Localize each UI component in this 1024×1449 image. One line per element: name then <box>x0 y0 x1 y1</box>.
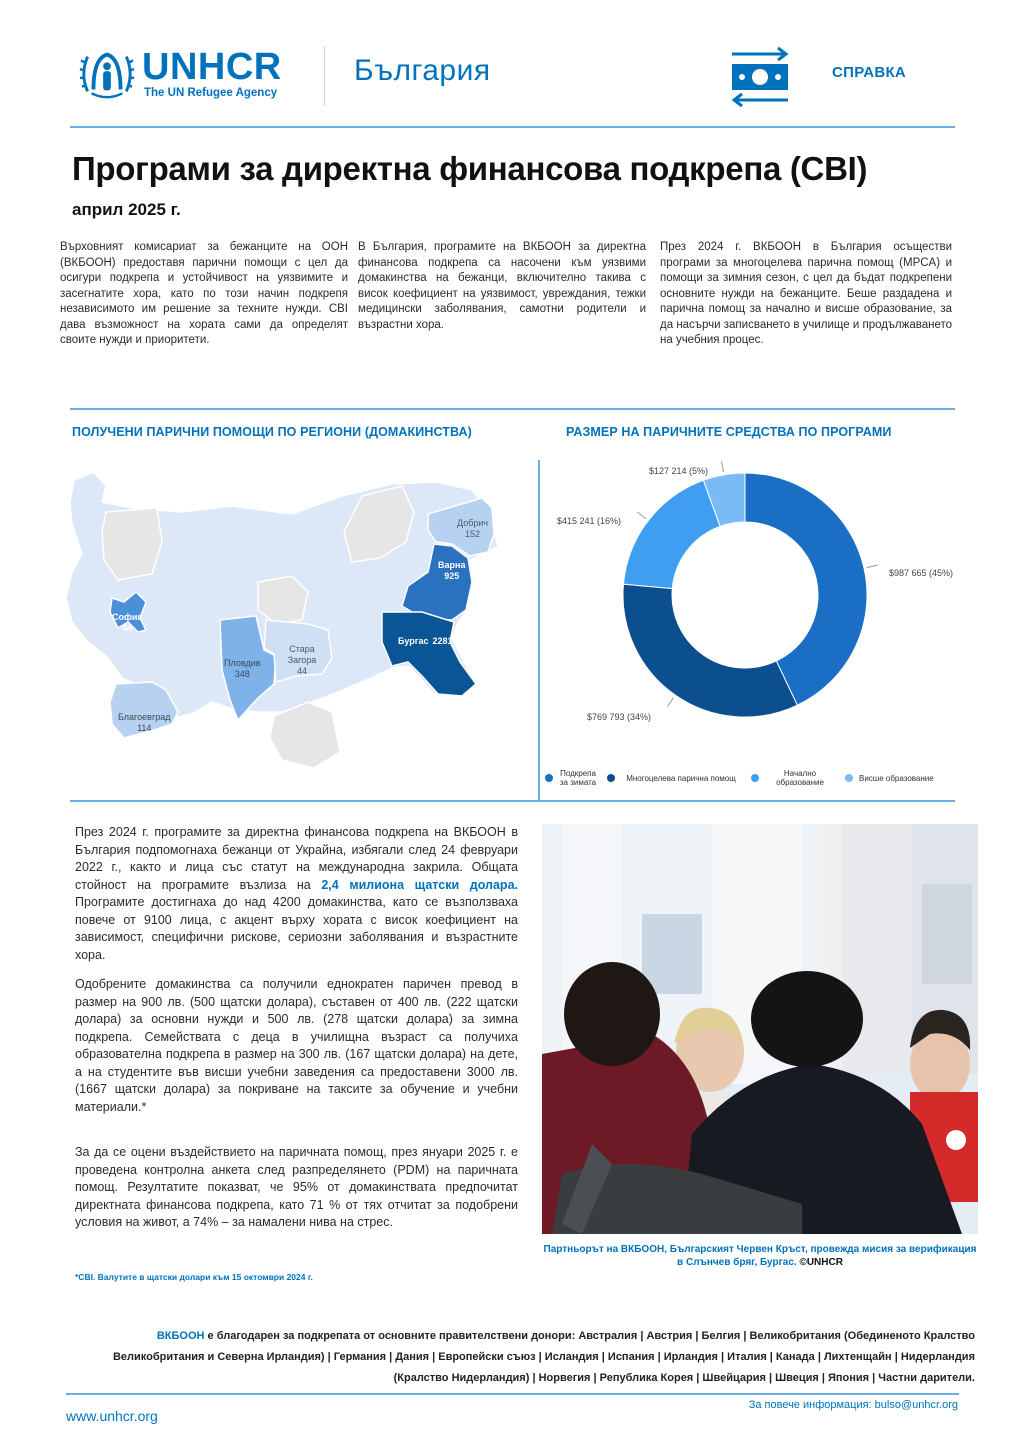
donut-leader-line-0 <box>867 565 878 567</box>
org-tagline: The UN Refugee Agency <box>144 87 278 99</box>
intro-column-2: В България, програмите на ВКБООН за директна финансова подкрепа са насочени към уязвими домакинства на бежанци, включително такива с висок коефициент на уязвимост, увреждания, тежки медицински заболявания, самотни родители и възрастни хора. <box>358 241 646 331</box>
map-label-blagoevgrad: Благоевград 114 <box>118 712 171 733</box>
section-rule-body <box>70 800 955 802</box>
header <box>70 40 960 110</box>
chart-legend <box>545 760 975 796</box>
donut-slice-2 <box>623 480 720 588</box>
header-divider <box>324 46 325 106</box>
unhcr-logo[interactable] <box>78 45 282 103</box>
org-name: UNHCR <box>142 46 282 88</box>
program-funds-donut-chart <box>545 450 975 760</box>
website-link[interactable]: www.unhcr.org <box>66 1408 158 1424</box>
map-label-burgas: Бургас 2281 <box>398 636 453 646</box>
intro-column-3: През 2024 г. ВКБООН в България осъществи програми за многоцелева парична помощ (MPCA) и помощи за зимния сезон, с цел да бъдат подкрепени основните нужди на бежанците. Беше раздадена и парична помощ за начално и висше образование, за да насърчи записването в училище и продължаването на учебния процес. <box>660 241 952 346</box>
legend-dot-icon <box>607 774 615 782</box>
donut-slice-1 <box>623 584 797 717</box>
legend-item[interactable]: Подкрепа за зимата <box>545 769 597 787</box>
vertical-divider <box>538 460 540 800</box>
map-label-plovdiv: Пловдив 348 <box>224 658 261 679</box>
photo-credit: ©UNHCR <box>799 1257 843 1268</box>
legend-item[interactable]: Висше образование <box>845 774 934 783</box>
doc-type-label: СПРАВКА <box>832 64 907 81</box>
map-label-sofia: София 44 <box>112 612 143 633</box>
legend-dot-icon <box>845 774 853 782</box>
map-region-nodata <box>102 508 162 580</box>
cash-transfer-icon <box>728 46 792 108</box>
donut-label-mpca: $769 793 (34%) <box>587 712 652 722</box>
country-name: България <box>354 54 491 87</box>
publication-date: април 2025 г. <box>72 200 181 219</box>
footer-rule <box>66 1393 959 1395</box>
total-amount-highlight: 2,4 милиона щатски долара. <box>321 877 518 892</box>
page-title: Програми за директна финансова подкрепа (CBI) <box>72 150 868 187</box>
body-paragraph-1: През 2024 г. програмите за директна финансова подкрепа на ВКБООН в България подпомогнаха бежанци от Украйна, избягали след 24 февруари 2022 г., както и лица със статут на международна закрила. Общата стойност на програмите възлиза на 2,4 милиона щатски долара. Програмите достигнаха до над 4200 домакинства, като се възползваха повече от 9100 лица, с акцент върху хората с висок коефициент на зависимост, специфични рискове, сериозни заболявания и възрастните хора. <box>75 825 518 962</box>
donut-label-winter: $987 665 (45%) <box>889 568 954 578</box>
map-region-burgas <box>382 612 476 696</box>
map-section-title: ПОЛУЧЕНИ ПАРИЧНИ ПОМОЩИ ПО РЕГИОНИ (ДОМАКИНСТВА) <box>72 425 472 439</box>
verification-mission-photo <box>542 824 978 1234</box>
map-label-dobrich: Добрич 152 <box>457 518 489 539</box>
bulgaria-region-map <box>62 462 532 782</box>
intro-column-1: Върховният комисариат за бежанците на ООН (ВКБООН) предоставя парични помощи с цел да осигури подкрепа и устойчивост на уязвимите и засегнатите хора, като по този начин подкрепя независимото им решение за техните нужди. CBI дава възможност на хората сами да определят своите нужди и приоритети. <box>60 241 348 346</box>
donut-leader-line-3 <box>721 461 723 472</box>
footnote: *CBI. Валутите в щатски долари към 15 октомври 2024 г. <box>75 1272 313 1282</box>
photo-illustration <box>542 824 978 1234</box>
section-rule-charts <box>70 408 955 410</box>
donors-acknowledgement: ВКБООН е благодарен за подкрепата от основните правителствени донори: Австралия | Австрия | Белгия | Великобритания (Обединеното Кралство Великобритания и Северна Ирландия) | Германия | Дания | Европейски съюз | Исландия | Испания | Ирландия | Италия | Канада | Лихтенщайн | Нидерландия (Кралство Нидерландия) | Норвегия | Република Корея | Швейцария | Швеция | Япония | Частни дарители. <box>112 1330 975 1384</box>
contact-email-link[interactable]: За повече информация: bulso@unhcr.org <box>748 1399 958 1411</box>
body-paragraph-3: За да се оцени въздействието на паричната помощ, през януари 2025 г. е проведена контролна анкета след разпределянето (PDM) на паричната помощ. Резултатите показват, че 95% от домакинствата предпочитат директната финансова подкрепа, като 71 % от тях отчитат за подобрени условия на живот, а 74% – за намалени нива на стрес. <box>75 1145 518 1229</box>
legend-dot-icon <box>751 774 759 782</box>
photo-caption: Партньорът на ВКБООН, Българският Червен Кръст, провежда мисия за верификация в Слънчев бряг, Бургас. ©UNHCR <box>543 1244 977 1268</box>
map-label-stara-zagora: Стара Загора 44 <box>287 644 317 676</box>
legend-dot-icon <box>545 774 553 782</box>
donut-leader-line-1 <box>667 698 673 707</box>
unhcr-emblem-icon <box>78 45 136 103</box>
donut-label-higher-edu: $127 214 (5%) <box>649 466 709 476</box>
header-rule <box>70 126 955 128</box>
donors-org-name: ВКБООН <box>156 1330 205 1342</box>
donut-leader-line-2 <box>637 512 646 519</box>
legend-item[interactable]: Начално образование <box>751 769 835 787</box>
donut-label-primary-edu: $415 241 (16%) <box>557 516 622 526</box>
body-paragraph-2: Одобрените домакинства са получили еднократен паричен превод в размер на 900 лв. (500 щатски долара), съставен от 400 лв. (222 щатски долара) за основни нужди и 500 лв. (278 щатски долара) за зимна подкрепа. Семействата с деца в училищна възраст са получихa образователна подкрепа в размер на 300 лв. (167 щатски долара) на дете, а на студентите във висши учебни заведения са предоставени 3000 лв. (1667 щатски долара) за покриване на таксите за обучение и учебни материали.* <box>75 977 518 1114</box>
map-label-varna: Варна 925 <box>438 560 466 581</box>
legend-item[interactable]: Многоцелева парична помощ <box>607 774 741 783</box>
chart-title: РАЗМЕР НА ПАРИЧНИТЕ СРЕДСТВА ПО ПРОГРАМИ <box>566 425 892 439</box>
